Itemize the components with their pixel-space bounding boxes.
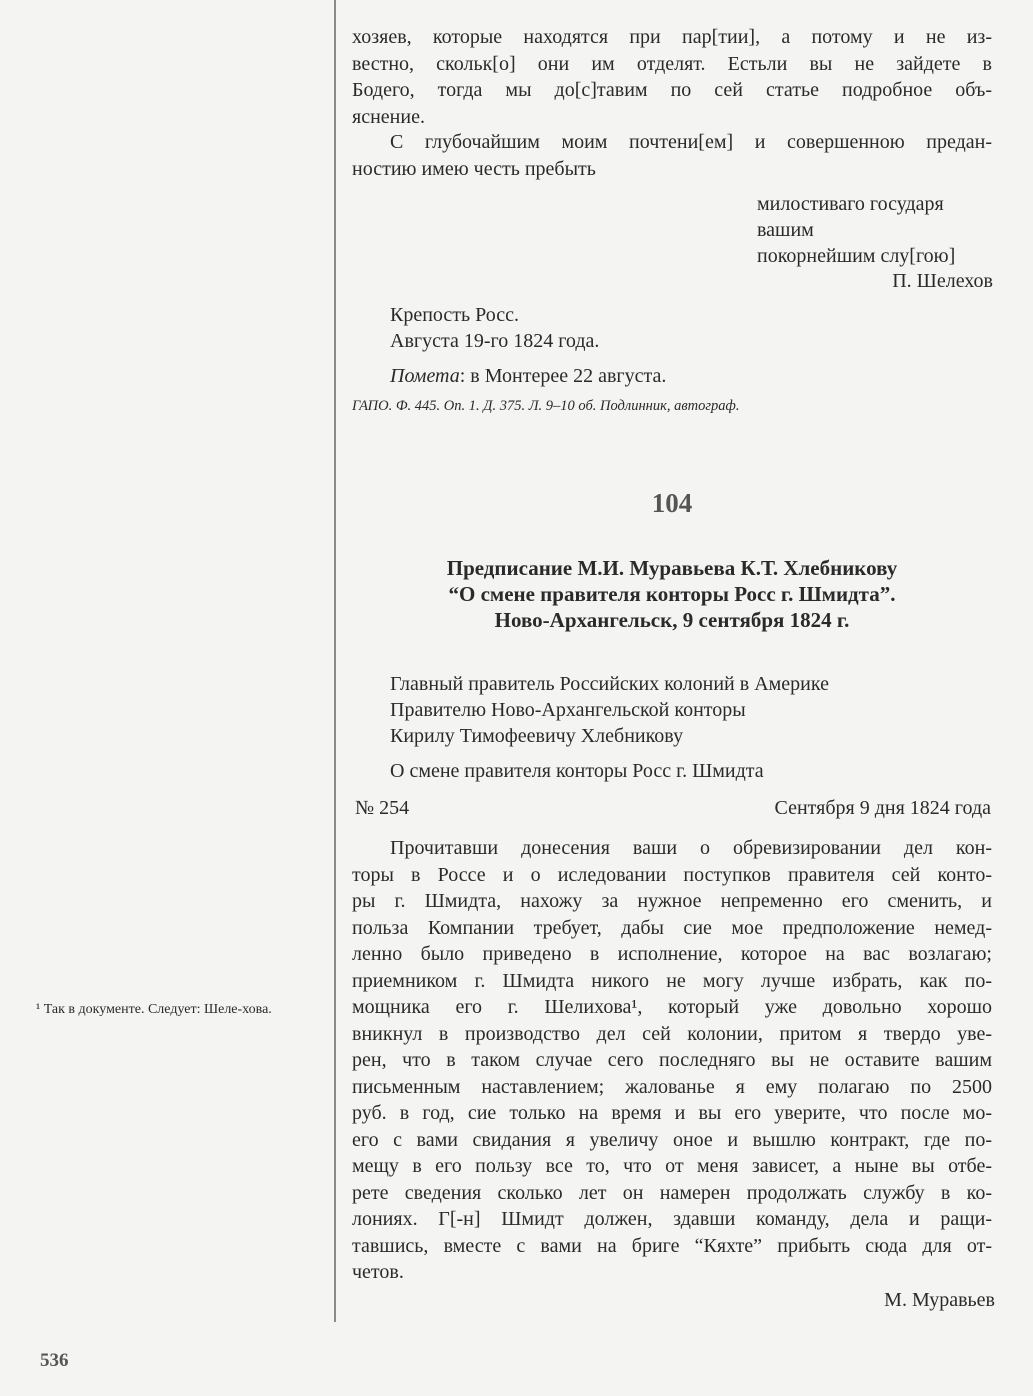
closing-line: покорнейшим слу[гою] [757,245,956,267]
text-line: рете сведения сколько лет он намерен продолжать службу в ко- [352,1181,992,1204]
signature-muravyev: М. Муравьев [884,1289,995,1311]
note-label: Помета [390,365,460,387]
place-date [390,302,666,389]
title-line: Предписание М.И. Муравьева К.Т. Хлебникову [446,556,898,580]
column-divider [334,0,336,1322]
reg-number: № 254 [355,797,410,819]
addressee-line: Правителю Ново-Архангельской конторы [390,699,746,721]
title-line: Ново-Архангельск, 9 сентября 1824 г. [494,608,850,632]
text-line: ностию имею честь пребыть [352,157,596,180]
text-line: приемником г. Шмидта никого не могу лучше избрать, как по- [352,969,992,992]
text-line: яснение. [352,105,425,128]
text-line: вестно, скольк[о] они им отделят. Естьли вы не зайдете в [352,52,992,75]
note [390,363,666,389]
closing-line: вашим [757,219,814,241]
text-line: рен, что в таком случае сего последняго вы не оставите вашим [352,1049,992,1071]
text-line: ры г. Шмидта, нахожу за нужное непременно его сменить, и [352,890,992,912]
document-body [352,835,992,1286]
text-line: ленно было приведено в исполнение, которое на вас возлагаю; [352,943,992,965]
doc-date: Сентября 9 дня 1824 года [774,797,991,819]
archive-source: ГАПО. Ф. 445. Оп. 1. Д. 375. Л. 9–10 об. Подлинник, автограф. [352,398,740,414]
text-line: мещу в его пользу все то, что от меня зависет, а ныне вы отбе- [352,1155,992,1177]
page-number: 536 [40,1350,69,1371]
text-line: хозяев, которые находятся при пар[тии], а потому и не из- [352,26,992,48]
subject: О смене правителя конторы Росс г. Шмидта [390,760,764,782]
text-line: лониях. Г[-н] Шмидт должен, здавши команду, дела и ращи- [352,1208,992,1230]
signature-shelekhov: П. Шелехов [892,270,993,292]
closing-block [757,191,955,269]
text-line: торы в Россе и о иследовании поступков правителя сей конто- [352,863,992,886]
date: Августа 19-го 1824 года. [390,330,600,352]
text-line: вникнул в производство дел сей колонии, притом я твердо уве- [352,1022,992,1045]
text-line: мощника его г. Шелихова¹, который уже довольно хорошо [352,996,992,1018]
text-line: руб. в год, сие только на время и вы его уверите, что после мо- [352,1102,992,1124]
note-text: : в Монтерее 22 августа. [459,365,667,387]
text-line: С глубочайшим моим почтени[ем] и совершенною предан- [390,131,992,153]
prev-letter-para2 [352,129,992,182]
text-line: польза Компании требует, дабы сие мое предположение немед- [352,916,992,939]
document-title [352,555,992,633]
text-line: тавшись, вместе с вами на бриге “Кяхте” прибыть сюда для от- [352,1234,992,1257]
closing-line: милостиваго государя [757,193,944,215]
addressee-line: Главный правитель Российских колоний в Америке [390,673,829,695]
footnote: ¹ Так в документе. Следует: Шеле-хова. [36,1002,272,1017]
addressee [390,671,829,784]
text-line: письменным наставлением; жалованье я ему полагаю по 2500 [352,1075,992,1098]
title-line: “О смене правителя конторы Росс г. Шмидта”. [448,582,896,606]
prev-letter-para1 [352,24,992,130]
addressee-line: Кирилу Тимофеевичу Хлебникову [390,725,684,747]
place: Крепость Росс. [390,304,520,326]
document-number: 104 [651,488,693,518]
text-line: четов. [352,1261,404,1283]
text-line: его с вами свидания я увеличу оное и вышлю контракт, где по- [352,1128,992,1151]
text-line: Бодего, тогда мы до[с]тавим по сей статье подробное объ- [352,79,992,101]
text-line: Прочитавши донесения ваши о обревизировании дел кон- [390,837,992,859]
